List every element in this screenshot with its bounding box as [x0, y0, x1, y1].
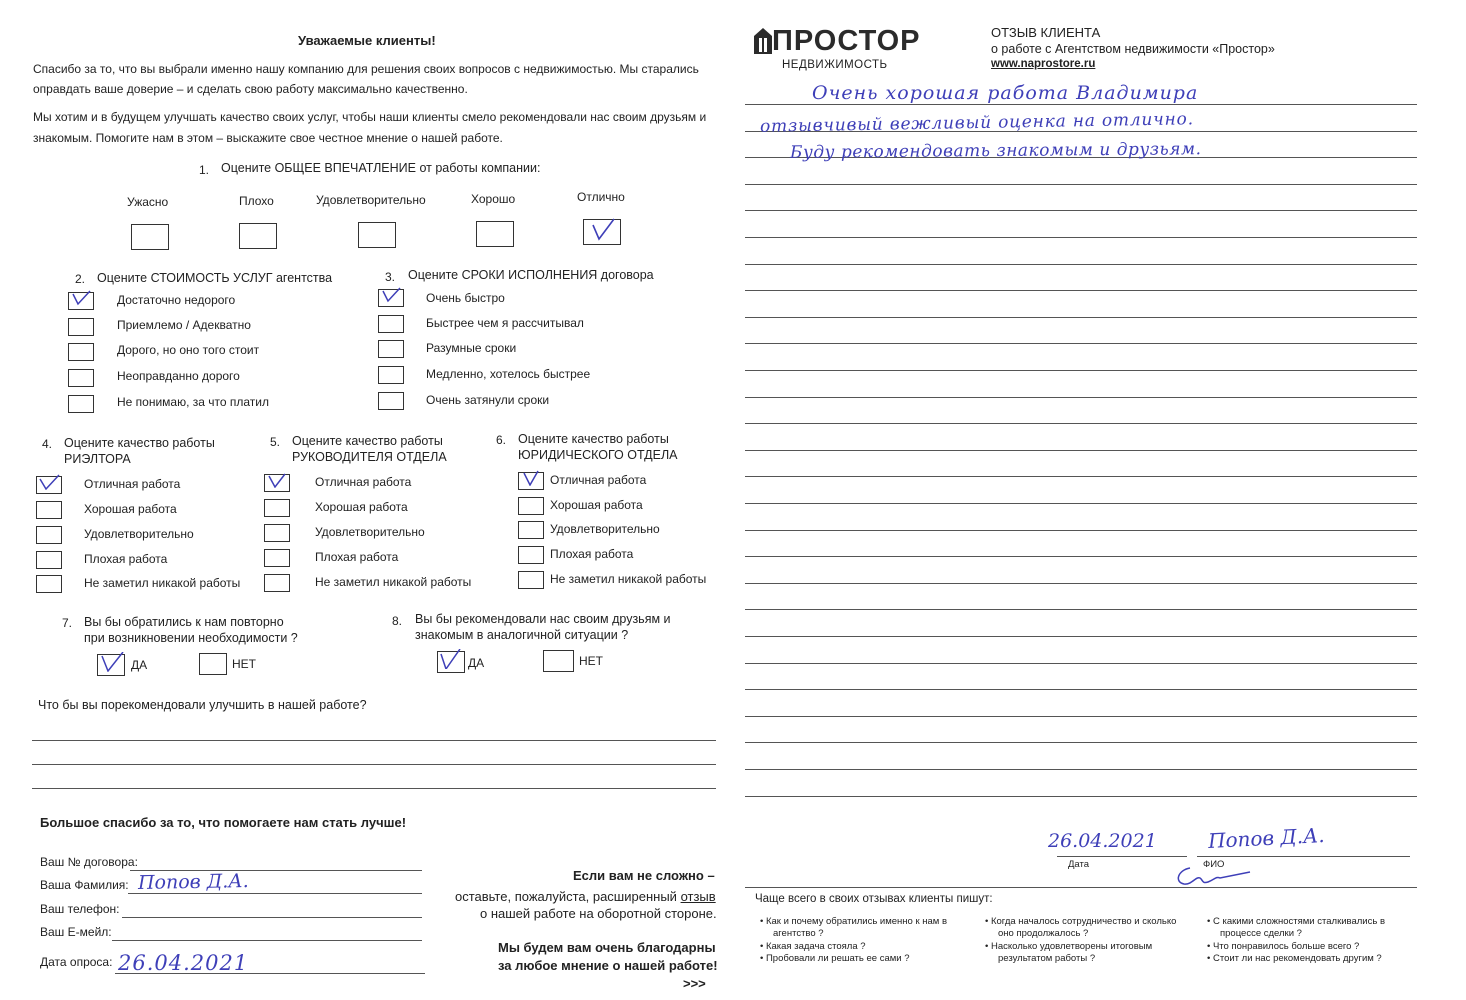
back-note-text: оставьте, пожалуйста, расширенный	[455, 889, 677, 904]
q2-checkbox[interactable]	[68, 292, 94, 310]
q6-checkbox[interactable]	[518, 497, 544, 515]
grateful-text: Мы будем вам очень благодарны	[498, 940, 716, 955]
q6-option-label: Не заметил никакой работы	[550, 572, 707, 586]
often-item: процессе сделки ?	[1220, 928, 1302, 940]
q7-title: при возникновении необходимости ?	[84, 631, 298, 645]
back-note: о нашей работе на оборотной стороне.	[480, 906, 717, 921]
thanks-text: Большое спасибо за то, что помогаете нам стать лучше!	[40, 815, 407, 830]
often-item: результатом работы ?	[998, 952, 1096, 964]
review-ruled-line[interactable]	[745, 397, 1417, 398]
review-ruled-line[interactable]	[745, 609, 1417, 610]
often-item: агентство ?	[773, 928, 824, 940]
review-line: Очень хорошая работа Владимира	[812, 82, 1199, 104]
improve-answer-line[interactable]	[32, 764, 716, 765]
q6-number: 6.	[496, 433, 507, 447]
review-ruled-line[interactable]	[745, 184, 1417, 185]
review-ruled-line[interactable]	[745, 210, 1417, 211]
q8-title: Вы бы рекомендовали нас своим друзьям и	[415, 612, 671, 626]
review-ruled-line[interactable]	[745, 237, 1417, 238]
checkmark-icon	[584, 217, 620, 241]
q2-option-label: Достаточно недорого	[117, 293, 236, 307]
improve-answer-line[interactable]	[32, 740, 716, 741]
intro-text: Мы хотим и в будущем улучшать качество своих услуг, чтобы наши клиенты смело рекомендовали нас своим друзьям и	[33, 110, 707, 124]
q8-no-label: НЕТ	[579, 654, 603, 668]
often-item: • Стоит ли нас рекомендовать другим ?	[1207, 953, 1385, 965]
q6-checkbox[interactable]	[518, 521, 544, 539]
q5-checkbox[interactable]	[264, 524, 290, 542]
q1-option-label: Отлично	[577, 190, 625, 204]
q5-option-label: Плохая работа	[315, 550, 399, 564]
review-ruled-line[interactable]	[745, 530, 1417, 531]
review-ruled-line[interactable]	[745, 663, 1417, 664]
q7-no-checkbox[interactable]	[199, 653, 227, 675]
back-note-link[interactable]: отзыв	[680, 889, 716, 904]
q7-no-label: НЕТ	[232, 657, 256, 671]
q5-number: 5.	[270, 435, 281, 449]
review-ruled-line[interactable]	[745, 503, 1417, 504]
q5-title: РУКОВОДИТЕЛЯ ОТДЕЛА	[292, 450, 447, 464]
checkmark-icon	[438, 649, 464, 669]
phone-field[interactable]	[122, 917, 422, 918]
date-handwritten: 26.04.2021	[118, 951, 249, 975]
q4-checkbox[interactable]	[36, 476, 62, 494]
review-ruled-line[interactable]	[745, 887, 1417, 888]
q2-option-label: Дорого, но оно того стоит	[117, 343, 260, 357]
checkmark-icon	[37, 474, 61, 490]
q3-checkbox[interactable]	[378, 340, 404, 358]
q4-option-label: Плохая работа	[84, 552, 168, 566]
checkmark-icon	[265, 472, 289, 488]
q1-checkbox-bad[interactable]	[239, 223, 277, 249]
checkmark-icon	[69, 290, 93, 306]
checkmark-icon	[379, 287, 403, 303]
q4-option-label: Не заметил никакой работы	[84, 576, 241, 590]
q8-yes-checkbox[interactable]	[437, 651, 465, 673]
phone-label: Ваш телефон:	[40, 902, 120, 916]
website-link[interactable]: www.naprostore.ru	[991, 58, 1096, 70]
q3-checkbox[interactable]	[378, 289, 404, 307]
q4-checkbox[interactable]	[36, 526, 62, 544]
q4-option-label: Хорошая работа	[84, 502, 177, 516]
q3-option-label: Очень быстро	[426, 291, 505, 305]
review-ruled-line[interactable]	[745, 556, 1417, 557]
q1-option-label: Удовлетворительно	[316, 193, 426, 207]
q8-number: 8.	[392, 614, 403, 628]
intro-text: знакомым. Помогите нам в этом – выскажите свое честное мнение о нашей работе.	[33, 131, 503, 145]
intro-text: оправдать ваше доверие – и сделать свою работу максимально качественно.	[33, 82, 468, 96]
q8-no-checkbox[interactable]	[543, 650, 574, 672]
q2-checkbox[interactable]	[68, 369, 94, 387]
q5-checkbox[interactable]	[264, 549, 290, 567]
review-ruled-line[interactable]	[745, 317, 1417, 318]
form-subtitle: о работе с Агентством недвижимости «Простор»	[991, 42, 1275, 56]
arrows-icon: >>>	[683, 976, 706, 991]
review-line: Буду рекомендовать знакомым и друзьям.	[789, 139, 1202, 163]
q7-yes-checkbox[interactable]	[97, 654, 125, 676]
q6-option-label: Удовлетворительно	[550, 522, 660, 536]
review-ruled-line[interactable]	[745, 769, 1417, 770]
sign-name-handwritten: Попов Д.А.	[1207, 822, 1326, 854]
house-icon	[752, 26, 774, 56]
often-item: • Насколько удовлетворены итоговым	[985, 941, 1176, 953]
often-column-3	[1207, 916, 1385, 965]
review-ruled-line[interactable]	[745, 796, 1417, 797]
q5-checkbox[interactable]	[264, 574, 290, 592]
greeting-title: Уважаемые клиенты!	[298, 33, 436, 48]
q2-number: 2.	[75, 272, 86, 286]
sign-date-line	[1057, 856, 1187, 857]
q5-checkbox[interactable]	[264, 499, 290, 517]
review-ruled-line[interactable]	[745, 264, 1417, 265]
often-title: Чаще всего в своих отзывах клиенты пишут:	[755, 893, 993, 905]
q8-title: знакомым в аналогичной ситуации ?	[415, 628, 629, 642]
q1-title: Оцените ОБЩЕЕ ВПЕЧАТЛЕНИЕ от работы компании:	[221, 161, 541, 175]
q1-option-label: Хорошо	[471, 192, 516, 206]
review-ruled-line[interactable]	[745, 583, 1417, 584]
q4-option-label: Удовлетворительно	[84, 527, 194, 541]
q6-title: ЮРИДИЧЕСКОГО ОТДЕЛА	[518, 448, 678, 462]
checkmark-icon	[519, 470, 543, 486]
contract-label: Ваш № договора:	[40, 855, 138, 869]
q4-checkbox[interactable]	[36, 551, 62, 569]
q5-option-label: Отличная работа	[315, 475, 412, 489]
q2-checkbox[interactable]	[68, 395, 94, 413]
q3-option-label: Быстрее чем я рассчитывал	[426, 316, 584, 330]
review-line: отзывчивый вежливый оценка на отлично.	[759, 109, 1195, 137]
q5-option-label: Хорошая работа	[315, 500, 408, 514]
often-item: оно продолжалось ?	[998, 928, 1089, 940]
name-caption: ФИО	[1203, 859, 1225, 870]
sign-date-handwritten: 26.04.2021	[1048, 830, 1157, 852]
q3-checkbox[interactable]	[378, 366, 404, 384]
q5-option-label: Удовлетворительно	[315, 525, 425, 539]
q1-checkbox-good[interactable]	[476, 221, 514, 247]
q2-checkbox[interactable]	[68, 318, 94, 336]
signature-icon	[1170, 862, 1270, 890]
q6-option-label: Хорошая работа	[550, 498, 643, 512]
q1-checkbox-terrible[interactable]	[131, 224, 169, 250]
q3-title: Оцените СРОКИ ИСПОЛНЕНИЯ договора	[408, 268, 654, 282]
review-ruled-line[interactable]	[745, 476, 1417, 477]
q4-option-label: Отличная работа	[84, 477, 181, 491]
q4-checkbox[interactable]	[36, 575, 62, 593]
review-ruled-line[interactable]	[745, 104, 1417, 105]
review-ruled-line[interactable]	[745, 689, 1417, 690]
q6-checkbox[interactable]	[518, 472, 544, 490]
q2-option-label: Приемлемо / Адекватно	[117, 318, 251, 332]
back-note	[455, 889, 716, 904]
q7-yes-label: ДА	[131, 658, 148, 672]
review-ruled-line[interactable]	[745, 636, 1417, 637]
often-column-1	[760, 916, 947, 965]
q6-checkbox[interactable]	[518, 571, 544, 589]
q1-option-label: Ужасно	[127, 195, 169, 209]
logo-sub: НЕДВИЖИМОСТЬ	[782, 59, 888, 71]
often-item: • Какая задача стояла ?	[760, 941, 947, 953]
q4-title: Оцените качество работы	[64, 436, 215, 450]
q2-option-label: Неоправданно дорого	[117, 369, 240, 383]
q8-yes-label: ДА	[468, 656, 485, 670]
logo-text: ПРОСТОР	[772, 25, 921, 57]
back-note: Если вам не сложно –	[573, 868, 715, 883]
q6-option-label: Отличная работа	[550, 473, 647, 487]
q5-title: Оцените качество работы	[292, 434, 443, 448]
intro-text: Спасибо за то, что вы выбрали именно нашу компанию для решения своих вопросов с недвижимостью. Мы старались	[33, 62, 699, 76]
often-column-2	[985, 916, 1176, 965]
q3-checkbox[interactable]	[378, 315, 404, 333]
often-item: • Пробовали ли решать ее сами ?	[760, 953, 947, 965]
email-field[interactable]	[112, 940, 422, 941]
q1-checkbox-satisfactory[interactable]	[358, 222, 396, 248]
q2-title: Оцените СТОИМОСТЬ УСЛУГ агентства	[97, 271, 333, 285]
q6-checkbox[interactable]	[518, 546, 544, 564]
often-item: • Как и почему обратились именно к нам в	[760, 916, 947, 928]
q6-option-label: Плохая работа	[550, 547, 634, 561]
often-item: • Когда началось сотрудничество и сколько	[985, 916, 1176, 928]
review-ruled-line[interactable]	[745, 742, 1417, 743]
review-ruled-line[interactable]	[745, 716, 1417, 717]
email-label: Ваш Е-мейл:	[40, 925, 112, 939]
improve-answer-line[interactable]	[32, 788, 716, 789]
review-ruled-line[interactable]	[745, 450, 1417, 451]
checkmark-icon	[98, 652, 124, 672]
q7-title: Вы бы обратились к нам повторно	[84, 615, 284, 629]
q4-title: РИЭЛТОРА	[64, 452, 131, 466]
date-label: Дата опроса:	[40, 955, 113, 969]
q1-option-label: Плохо	[239, 194, 274, 208]
q3-number: 3.	[385, 270, 396, 284]
sign-name-line	[1197, 856, 1410, 857]
review-ruled-line[interactable]	[745, 290, 1417, 291]
review-ruled-line[interactable]	[745, 343, 1417, 344]
q3-option-label: Очень затянули сроки	[426, 393, 550, 407]
q4-number: 4.	[42, 437, 53, 451]
surname-handwritten: Попов Д.А.	[137, 870, 249, 894]
review-ruled-line[interactable]	[745, 423, 1417, 424]
q1-checkbox-excellent[interactable]	[583, 219, 621, 245]
often-item: • Что понравилось больше всего ?	[1207, 941, 1385, 953]
q3-option-label: Медленно, хотелось быстрее	[426, 367, 591, 381]
q5-checkbox[interactable]	[264, 474, 290, 492]
q2-checkbox[interactable]	[68, 343, 94, 361]
q3-checkbox[interactable]	[378, 392, 404, 410]
q3-option-label: Разумные сроки	[426, 341, 517, 355]
date-caption: Дата	[1068, 859, 1090, 870]
improve-question: Что бы вы порекомендовали улучшить в нашей работе?	[38, 698, 367, 712]
review-ruled-line[interactable]	[745, 370, 1417, 371]
form-title: ОТЗЫВ КЛИЕНТА	[991, 25, 1101, 40]
often-item: • С какими сложностями сталкивались в	[1207, 916, 1385, 928]
surname-label: Ваша Фамилия:	[40, 878, 129, 892]
q4-checkbox[interactable]	[36, 501, 62, 519]
q6-title: Оцените качество работы	[518, 432, 669, 446]
q5-option-label: Не заметил никакой работы	[315, 575, 472, 589]
grateful-text: за любое мнение о нашей работе!	[498, 958, 718, 973]
q1-number: 1.	[199, 163, 210, 177]
q2-option-label: Не понимаю, за что платил	[117, 395, 270, 409]
q7-number: 7.	[62, 616, 73, 630]
